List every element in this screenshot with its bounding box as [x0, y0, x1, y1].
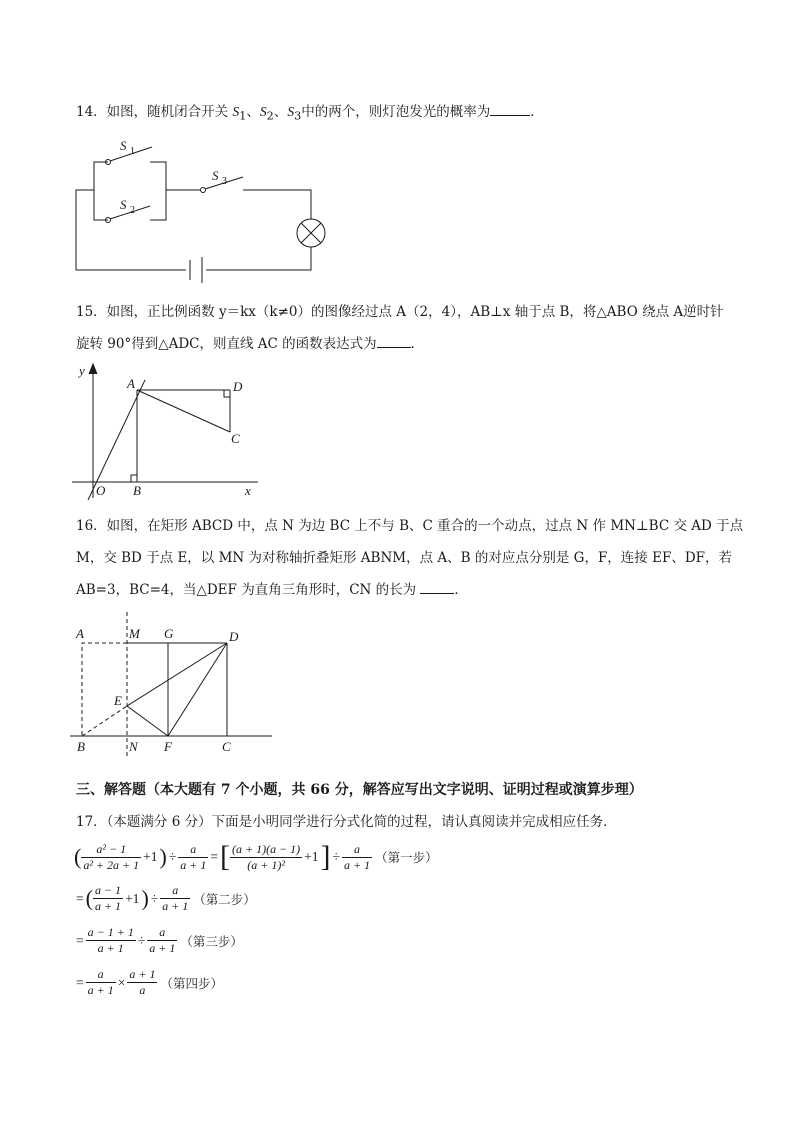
section-3-heading: 三、解答题（本大题有 7 个小题，共 66 分，解答应写出文字说明、证明过程或演算步理） [76, 782, 643, 798]
label-y: y [79, 363, 85, 378]
label-f16: F [164, 739, 172, 754]
q17-step2: =( $\frac{a - 1}{a + 1}$ +1) ÷ $\frac{a}{a + 1}$ （第二步） [76, 883, 256, 913]
label-m16: M [129, 626, 140, 641]
q15-line2: 旋转 90°得到△ADC，则直线 AC 的函数表达式为 ． [76, 336, 425, 352]
label-c: C [231, 431, 240, 446]
label-a: A [127, 376, 135, 391]
q16-line3: AB=3，BC=4，当△DEF 为直角三角形时，CN 的长为 ． [76, 582, 468, 598]
svg-text:3: 3 [222, 176, 227, 187]
q17-step4: = $\frac{a}{a + 1}$ × $\frac{a + 1}{a}$ （第四步） [76, 967, 223, 997]
label-n16: N [129, 739, 138, 754]
q17-intro: 17．（本题满分 6 分）下面是小明同学进行分式化简的过程，请认真阅读并完成相应任务． [76, 814, 617, 830]
label-d16: D [229, 629, 239, 644]
label-e16: E [114, 693, 122, 708]
q14-text: 14．如图，随机闭合开关 $S_1$、$S_2$、$S_3$中的两个，则灯泡发光的概率为 ． [76, 104, 544, 123]
label-d: D [233, 379, 243, 394]
label-c16: C [222, 739, 231, 754]
svg-text:1: 1 [130, 146, 135, 157]
q17-step1: ( $\frac{\text{a² − 1}}{\text{a² + 2a + 1}}$ +1) ÷ $\frac{a}{a + 1}$ =[ $\frac{(a + 1)(a - 1)}{\text{(a + 1)²}}$ +1] ÷ $\frac{a}{a + 1}$ （第一步） [74, 840, 438, 873]
q17-step3: = $\frac{a - 1 + 1}{a + 1}$ ÷ $\frac{a}{a + 1}$ （第三步） [76, 925, 243, 955]
q15-line1: 15．如图，正比例函数 y＝kx（k≠0）的图像经过点 A（2，4），AB⊥x 轴于点 B，将△ABO 绕点 A逆时针 [76, 304, 724, 320]
label-x: x [245, 483, 251, 498]
label-o: O [96, 483, 106, 498]
label-s1: S [120, 138, 127, 153]
label-b: B [133, 483, 141, 498]
label-a16: A [76, 626, 84, 641]
label-s2: S [120, 197, 127, 212]
svg-text:2: 2 [130, 205, 135, 216]
label-g16: G [164, 626, 174, 641]
label-b16: B [77, 739, 85, 754]
q16-line1: 16．如图，在矩形 ABCD 中，点 N 为边 BC 上不与 B、C 重合的一个动点，过点 N 作 MN⊥BC 交 AD 于点 [76, 518, 744, 534]
label-s3: S [212, 168, 219, 183]
q16-line2: M，交 BD 于点 E，以 MN 为对称轴折叠矩形 ABNM，点 A、B 的对应点分别是 G，F，连接 EF、DF，若 [76, 550, 733, 566]
